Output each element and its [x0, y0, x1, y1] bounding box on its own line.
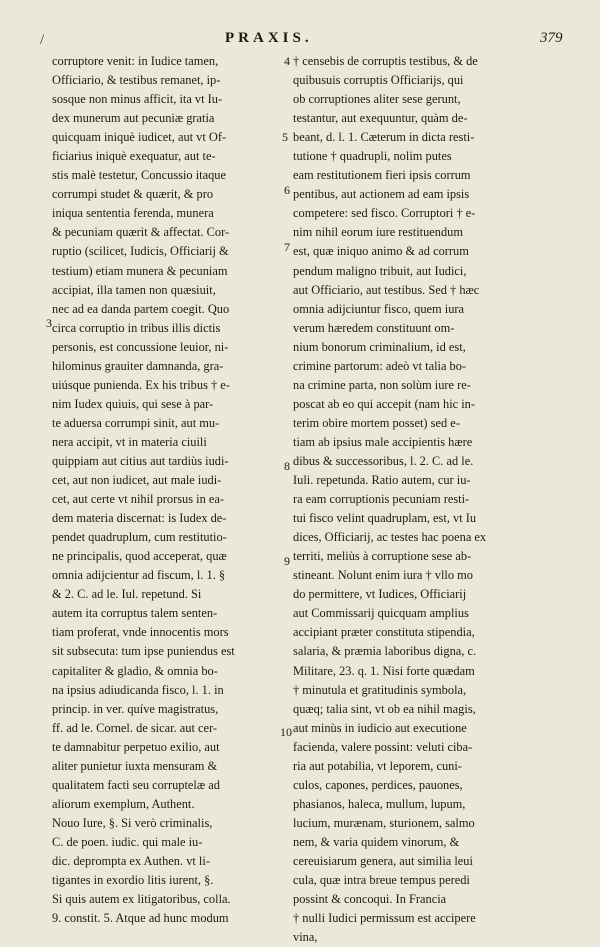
text-line: Nouo Iure, §. Si verò criminalis,: [52, 815, 213, 830]
margin-number-7: 7: [284, 240, 290, 254]
text-line: est, quæ iniquo animo & ad corrum: [293, 244, 469, 259]
text-line: nera accipit, vt in materia ciuili: [52, 434, 207, 449]
text-line: iniqua sententia ferenda, munera: [52, 206, 214, 221]
text-line: cet, aut non iudicet, aut male iudi-: [52, 473, 222, 488]
text-line: verum hæredem constituunt om-: [293, 320, 455, 335]
text-line: uiúsque punienda. Ex his tribus † e-: [52, 377, 230, 392]
text-line: sit subsecuta: tum ipse puniendus est: [52, 644, 235, 659]
text-line: dibus & successoribus, l. 2. C. ad le.: [293, 453, 474, 468]
text-line: territi, meliùs à corruptione sese ab-: [293, 549, 472, 564]
text-line: na crimine parta, non solùm iure re-: [293, 377, 471, 392]
text-line: beant, d. l. 1. Cæterum in dicta resti-: [293, 130, 475, 145]
text-line: nim nihil eorum iure restituendum: [293, 225, 463, 240]
margin-number-6: 6: [284, 183, 290, 197]
text-line: princip. in ver. quíve magistratus,: [52, 701, 219, 716]
text-line: testium) etiam munera & pecuniam: [52, 263, 228, 278]
text-line: aut Commissarij quicquam amplius: [293, 606, 469, 621]
text-line: nim Iudex quiuis, qui sese à par-: [52, 396, 214, 411]
text-line: ne principalis, quod acceperat, quæ: [52, 549, 227, 564]
text-line: dex munerum aut pecuniæ gratia: [52, 111, 215, 126]
text-line: ra eam corruptionis pecuniam resti-: [293, 492, 470, 507]
text-line: lucium, murænam, sturionem, salmo: [293, 815, 475, 830]
text-line: aut Officiario, aut testibus. Sed † hæc: [293, 282, 480, 297]
text-line: accipiant præter constituta stipendia,: [293, 625, 475, 640]
text-line: pentibus, aut actionem ad eam ipsis: [293, 187, 470, 202]
text-line: & 2. C. ad le. Iul. repetund. Si: [52, 587, 202, 602]
text-line: cet, aut certe vt nihil prorsus in ea-: [52, 492, 225, 507]
text-line: eam restitutionem fieri ipsis corrum: [293, 168, 471, 183]
text-line: stineant. Nolunt enim iura † vllo mo: [293, 568, 473, 583]
text-line: crimine partorum: adeò vt talia bo-: [293, 358, 467, 373]
text-line: qualitatem facti seu corruptelæ ad: [52, 777, 220, 792]
text-line: competere: sed fisco. Corruptori † e-: [293, 206, 476, 221]
text-line: vina,: [293, 930, 318, 945]
margin-number-8: 8: [284, 459, 290, 473]
text-line: ff. ad le. Cornel. de sicar. aut cer-: [52, 720, 218, 735]
text-line: corrumpi studet & quærit, & pro: [52, 187, 214, 202]
text-line: tui fisco velint quadruplam, est, vt Iu: [293, 511, 477, 526]
text-line: phasianos, haleca, mullum, lupum,: [293, 796, 466, 811]
text-line: Militare, 23. q. 1. Nisi forte quædam: [293, 663, 475, 678]
text-line: dem materia discernat: is Iudex de-: [52, 511, 227, 526]
text-line: quicquam iniquè iudicet, aut vt Of-: [52, 130, 227, 145]
corner-mark: /: [40, 32, 45, 48]
margin-number-10: 10: [280, 725, 292, 739]
text-line: salaria, & præmia laboribus digna, c.: [293, 644, 477, 659]
text-line: † minutula et gratitudinis symbola,: [293, 682, 467, 697]
text-line: quippiam aut citius aut tardiùs iudi-: [52, 453, 229, 468]
text-line: poscat ab eo qui accepit (nam hic in-: [293, 396, 475, 411]
text-line: tiam ab ipsius male accipientis hære: [293, 434, 473, 449]
left-text-column: [52, 52, 292, 928]
right-text-column: [293, 52, 543, 947]
text-line: aut minùs in iudicio aut executione: [293, 720, 467, 735]
text-line: † nulli Iudici permissum est accipere: [293, 911, 476, 926]
text-line: ruptio (scilicet, Iudicis, Officiarij &: [52, 244, 229, 259]
text-line: omnia adijciuntur fisco, quem iura: [293, 301, 465, 316]
text-line: tutione † quadrupli, nolim putes: [293, 149, 452, 164]
text-line: pendum maligno tribuit, aut Iudici,: [293, 263, 467, 278]
text-line: † censebis de corruptis testibus, & de: [293, 54, 478, 68]
text-line: accipiat, illa tamen non quæsiuit,: [52, 282, 216, 297]
text-line: culos, capones, perdices, pauones,: [293, 777, 463, 792]
page-number: 379: [540, 30, 563, 46]
margin-number-4: 4: [284, 54, 290, 68]
text-line: ria aut potabilia, vt leporem, cuni-: [293, 758, 462, 773]
text-line: pendet quadruplum, cum restitutio-: [52, 530, 227, 545]
text-line: 9. constit. 5. Atque ad hunc modum: [52, 911, 229, 926]
text-line: corruptore venit: in Iudice tamen,: [52, 54, 219, 68]
text-line: tiam proferat, vnde innocentis mors: [52, 625, 229, 640]
text-line: Iuli. repetunda. Ratio autem, cur iu-: [293, 473, 471, 488]
text-line: quæq; talia sint, vt ob ea nihil magis,: [293, 701, 476, 716]
text-line: testantur, aut exequuntur, quàm de-: [293, 111, 468, 126]
text-line: personis, est concussione leuior, ni-: [52, 339, 229, 354]
text-line: ob corruptiones aliter sese gerunt,: [293, 92, 461, 107]
text-line: autem ita corruptus talem senten-: [52, 606, 218, 621]
left-margin-number-3: 3: [46, 316, 52, 330]
text-line: dic. deprompta ex Authen. vt li-: [52, 853, 210, 868]
text-line: quibusuis corruptis Officiarijs, qui: [293, 73, 464, 88]
text-line: C. de poen. iudic. qui male iu-: [52, 834, 203, 849]
text-line: do permittere, vt Iudices, Officiarij: [293, 587, 467, 602]
text-line: aliter punietur iuxta mensuram &: [52, 758, 218, 773]
text-line: hilominus grauiter damnanda, gra-: [52, 358, 224, 373]
text-line: te aduersa corrumpi sinit, aut mu-: [52, 415, 220, 430]
text-line: tigantes in exordio litis iurent, §.: [52, 873, 214, 888]
text-line: nec ad ea danda partem coegit. Quo: [52, 301, 230, 316]
text-line: Si quis autem ex litigatoribus, colla.: [52, 892, 231, 907]
text-line: sosque non minus afficit, ita vt Iu-: [52, 92, 223, 107]
text-line: na ipsius adiudicanda fisco, l. 1. in: [52, 682, 224, 697]
text-line: Officiario, & testibus remanet, ip-: [52, 73, 221, 88]
margin-number-9: 9: [284, 554, 290, 568]
margin-number-5: 5: [282, 130, 288, 144]
running-header: [0, 30, 600, 52]
text-line: & pecuniam quærit & affectat. Cor-: [52, 225, 230, 240]
text-line: nium bonorum criminalium, id est,: [293, 339, 466, 354]
text-line: cula, quæ intra breue tempus peredi: [293, 873, 470, 888]
text-line: circa corruptio in tribus illis dictis: [52, 320, 221, 335]
text-line: cereuisiarum genera, aut similia leui: [293, 853, 473, 868]
text-line: nem, & varia quidem vinorum, &: [293, 834, 460, 849]
text-line: capitaliter & gladio, & omnia bo-: [52, 663, 218, 678]
text-line: aliorum exemplum, Authent.: [52, 796, 195, 811]
text-line: facienda, valere possint: veluti ciba-: [293, 739, 473, 754]
text-line: stis malè testetur, Concussio itaque: [52, 168, 226, 183]
text-line: omnia adijcientur ad fiscum, l. 1. §: [52, 568, 226, 583]
text-line: terim obire mortem posset) sed e-: [293, 415, 460, 430]
text-line: ficiarius iniquè exequatur, aut te-: [52, 149, 216, 164]
text-line: possint & concoqui. In Francia: [293, 892, 447, 907]
running-title: PRAXIS.: [225, 30, 313, 46]
text-line: te damnabitur perpetuo exilio, aut: [52, 739, 220, 754]
text-line: dices, Officiarij, ac testes hac poena ex: [293, 530, 487, 545]
